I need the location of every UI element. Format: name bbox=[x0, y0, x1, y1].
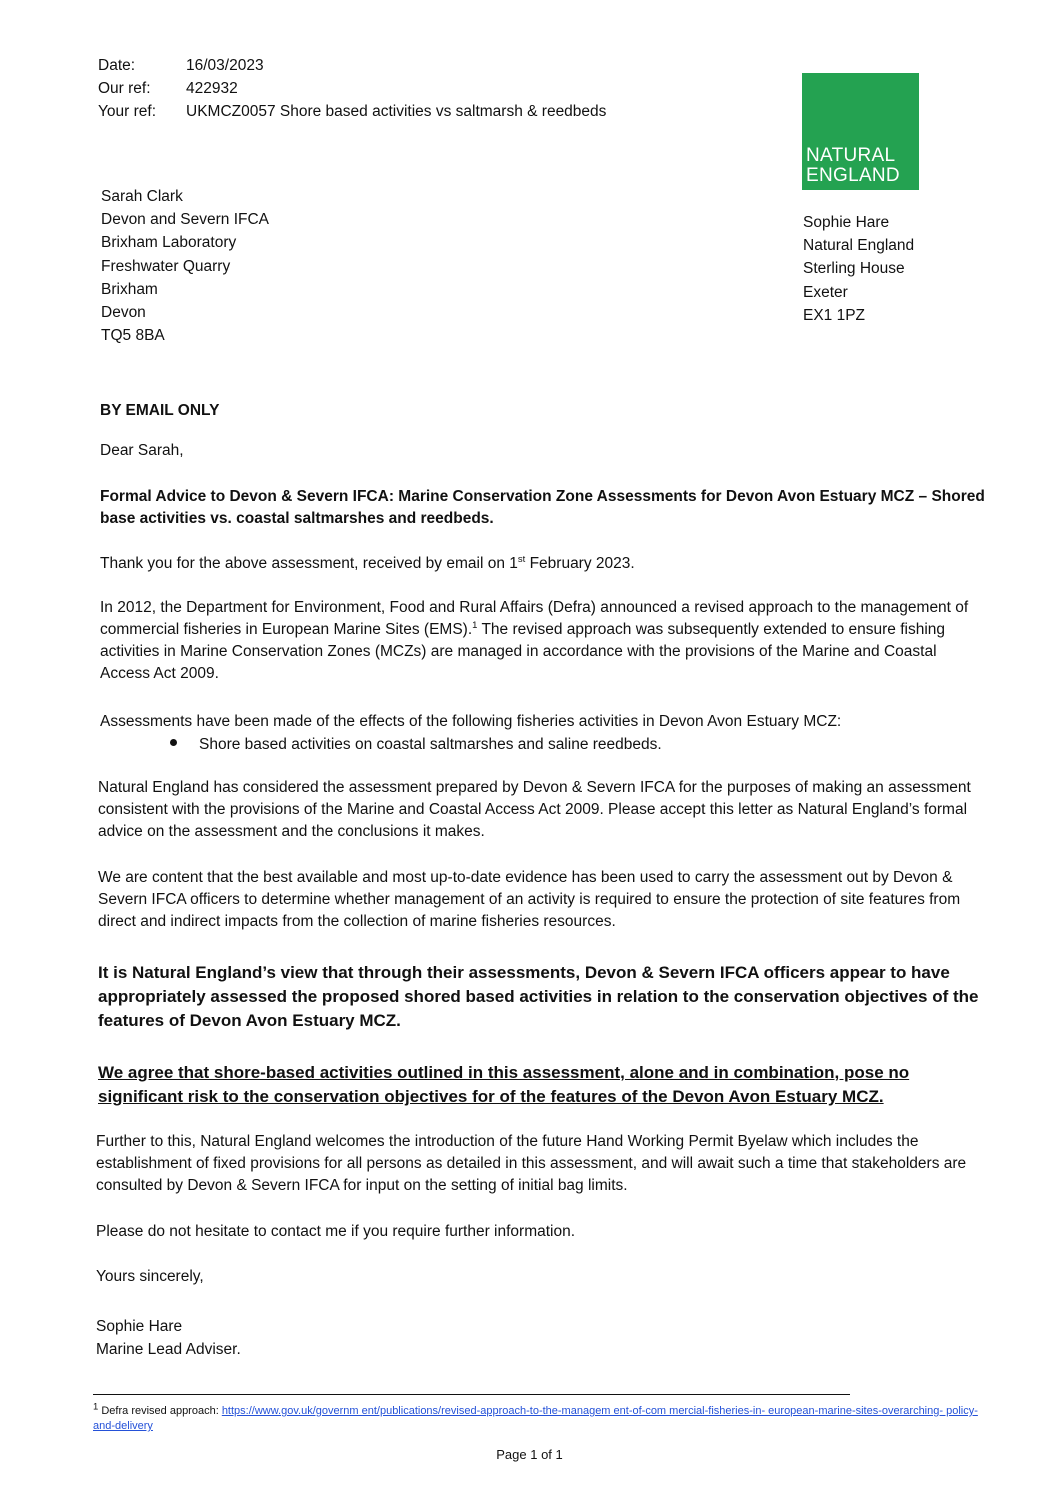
natural-england-logo bbox=[802, 73, 919, 190]
address-line: Natural England bbox=[803, 237, 915, 255]
contact-paragraph: Please do not hesitate to contact me if you require further information. bbox=[96, 1223, 576, 1240]
sender-address bbox=[803, 212, 914, 328]
address-line: Exeter bbox=[803, 283, 848, 301]
salutation: Dear Sarah, bbox=[100, 442, 184, 459]
footnote-link[interactable]: https://www.gov.uk/governm ent/publications/revised-approach-to-the-managem ent-of-com mercial-fisheries-in- european-marine-sites-overarching- policy-and-delivery bbox=[93, 1405, 978, 1432]
footnote-label: Defra revised approach: bbox=[101, 1405, 222, 1417]
address-line: Brixham bbox=[101, 280, 158, 298]
ref-value: 422932 bbox=[186, 80, 238, 97]
view-statement: It is Natural England’s view that through their assessments, Devon & Severn IFCA officers appear to have appropriately assessed the proposed shored based activities in relation to the conservation objectives of the features of Devon Avon Estuary MCZ. bbox=[98, 963, 979, 1031]
address-line: Brixham Laboratory bbox=[101, 234, 237, 252]
ref-value: UKMCZ0057 Shore based activities vs saltmarsh & reedbeds bbox=[186, 103, 607, 120]
logo-line-1: NATURAL bbox=[806, 145, 896, 166]
footnote bbox=[93, 1401, 993, 1434]
address-line: Freshwater Quarry bbox=[101, 257, 231, 275]
delivery-note: BY EMAIL ONLY bbox=[100, 402, 220, 419]
address-line: Devon and Severn IFCA bbox=[101, 211, 270, 229]
considered-paragraph: Natural England has considered the assessment prepared by Devon & Severn IFCA for the purposes of making an assessment consistent with the provisions of the Marine and Coastal Access Act 2009. Please accept this letter as Natural England’s formal advice on the assessment and the conclusions it makes. bbox=[98, 779, 971, 840]
page-number: Page 1 of 1 bbox=[496, 1447, 563, 1462]
bullet-text: Shore based activities on coastal saltmarshes and saline reedbeds. bbox=[199, 736, 662, 753]
your-ref-row bbox=[98, 101, 606, 124]
bullet-item bbox=[170, 734, 662, 756]
content-paragraph: We are content that the best available and most up-to-date evidence has been used to carry the assessment out by Devon & Severn IFCA officers to determine whether management of an activity is required to ensure the protection of site features from direct and indirect impacts from the collection of marine fisheries resources. bbox=[98, 869, 961, 930]
defra-text-end: The revised approach was subsequently extended to ensure fishing activities in Marine Conservation Zones (MCZs) are managed in accordance with the provisions of the Marine and Coastal Access Act 2009. bbox=[100, 621, 946, 682]
ref-key: Date: bbox=[98, 57, 136, 74]
thanks-text: Thank you for the above assessment, received by email on 1 bbox=[100, 555, 518, 572]
address-line: Devon bbox=[101, 303, 146, 321]
address-line: Sophie Hare bbox=[803, 214, 890, 231]
defra-text: In 2012, the Department for Environment, Food and Rural Affairs (Defra) announced a revised approach to the management of commercial fisheries in European Marine Sites (EMS). bbox=[100, 599, 969, 638]
recipient-address bbox=[101, 186, 269, 348]
ordinal-suffix: st bbox=[517, 553, 526, 565]
letter-subject: Formal Advice to Devon & Severn IFCA: Marine Conservation Zone Assessments for Devon Avon Estuary MCZ – Shored base activities vs. coastal saltmarshes and reedbeds. bbox=[100, 488, 985, 527]
signatory-title: Marine Lead Adviser. bbox=[96, 1341, 241, 1358]
thanks-paragraph bbox=[100, 553, 980, 575]
agreement-statement: We agree that shore-based activities outlined in this assessment, alone and in combination, pose no significant risk to the conservation objectives for of the features of the Devon Avon Estuary MCZ. bbox=[98, 1063, 910, 1107]
address-line: Sterling House bbox=[803, 260, 905, 278]
thanks-text-end: February 2023. bbox=[525, 555, 635, 572]
signatory-name: Sophie Hare bbox=[96, 1318, 183, 1335]
ref-key: Your ref: bbox=[98, 103, 157, 120]
further-paragraph: Further to this, Natural England welcomes the introduction of the future Hand Working Permit Byelaw which includes the establishment of fixed provisions for all persons as detailed in this assessment, and will await such a time that stakeholders are consulted by Devon & Severn IFCA for input on the setting of initial bag limits. bbox=[96, 1133, 967, 1194]
address-line: Sarah Clark bbox=[101, 188, 183, 205]
date-row bbox=[98, 55, 606, 78]
defra-paragraph bbox=[100, 597, 975, 685]
our-ref-row bbox=[98, 78, 606, 101]
reference-block bbox=[98, 55, 606, 124]
ref-key: Our ref: bbox=[98, 80, 151, 97]
address-line: EX1 1PZ bbox=[803, 306, 866, 324]
bullet-icon bbox=[170, 739, 177, 746]
logo-line-2: ENGLAND bbox=[806, 165, 900, 186]
ref-value: 16/03/2023 bbox=[186, 57, 264, 74]
footnote-ref: 1 bbox=[472, 619, 478, 631]
footnote-mark: 1 bbox=[93, 1401, 99, 1413]
assessment-intro: Assessments have been made of the effects of the following fisheries activities in Devon Avon Estuary MCZ: bbox=[100, 713, 842, 730]
address-line: TQ5 8BA bbox=[101, 327, 165, 345]
footnote-divider bbox=[93, 1394, 850, 1395]
closing: Yours sincerely, bbox=[96, 1268, 204, 1285]
